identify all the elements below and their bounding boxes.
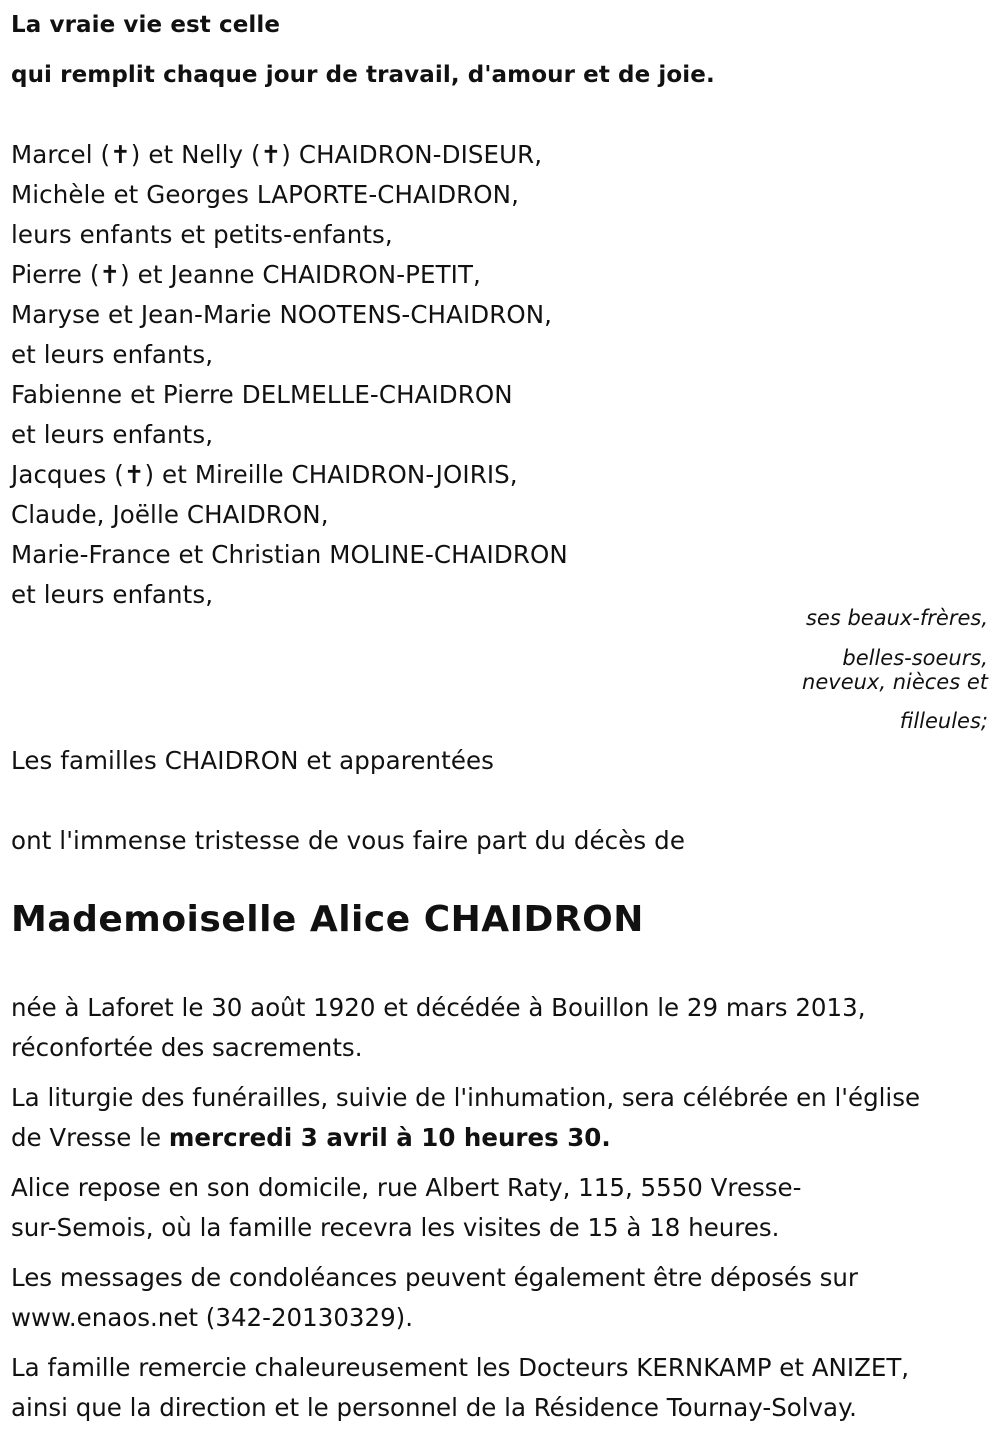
repose-paragraph bbox=[11, 1168, 996, 1248]
relatives-line: filleules; bbox=[899, 709, 988, 733]
relatives-line: ses beaux-frères, bbox=[805, 606, 988, 630]
family-line: Jacques (✝) et Mireille CHAIDRON-JOIRIS, bbox=[11, 460, 518, 489]
family-line: Claude, Joëlle CHAIDRON, bbox=[11, 500, 329, 529]
thanks-line: ainsi que la direction et le personnel de la Résidence Tournay-Solvay. bbox=[11, 1393, 857, 1422]
family-line: Marie-France et Christian MOLINE-CHAIDRON bbox=[11, 540, 568, 569]
thanks-line: La famille remercie chaleureusement les Docteurs KERNKAMP et ANIZET, bbox=[11, 1353, 910, 1382]
liturgy-date: mercredi 3 avril à 10 heures 30. bbox=[168, 1123, 611, 1152]
relatives-line: belles-soeurs, bbox=[842, 646, 988, 670]
liturgy-line bbox=[11, 1118, 996, 1158]
family-line: Maryse et Jean-Marie NOOTENS-CHAIDRON, bbox=[11, 300, 553, 329]
deceased-name: Mademoiselle Alice CHAIDRON bbox=[11, 899, 644, 940]
family-line: Pierre (✝) et Jeanne CHAIDRON-PETIT, bbox=[11, 260, 481, 289]
epigraph-line-1: La vraie vie est celle bbox=[11, 12, 281, 38]
relatives-line: neveux, nièces et bbox=[802, 670, 988, 694]
families-group: Les familles CHAIDRON et apparentées bbox=[11, 746, 495, 775]
liturgy-paragraph bbox=[11, 1078, 996, 1158]
family-line: Fabienne et Pierre DELMELLE-CHAIDRON bbox=[11, 380, 513, 409]
family-line: et leurs enfants, bbox=[11, 340, 214, 369]
announcement: ont l'immense tristesse de vous faire part du décès de bbox=[11, 826, 686, 855]
birth-death-line: née à Laforet le 30 août 1920 et décédée à Bouillon le 29 mars 2013, bbox=[11, 993, 866, 1022]
family-line: Michèle et Georges LAPORTE-CHAIDRON, bbox=[11, 180, 519, 209]
family-line: et leurs enfants, bbox=[11, 420, 214, 449]
family-line: et leurs enfants, bbox=[11, 580, 214, 609]
family-line: leurs enfants et petits-enfants, bbox=[11, 220, 393, 249]
family-line: Marcel (✝) et Nelly (✝) CHAIDRON-DISEUR, bbox=[11, 140, 543, 169]
thanks-paragraph bbox=[11, 1348, 996, 1428]
condolences-paragraph bbox=[11, 1258, 996, 1338]
repose-line: Alice repose en son domicile, rue Albert Raty, 115, 5550 Vresse- bbox=[11, 1173, 802, 1202]
repose-line: sur-Semois, où la famille recevra les visites de 15 à 18 heures. bbox=[11, 1213, 780, 1242]
epigraph-line-2: qui remplit chaque jour de travail, d'amour et de joie. bbox=[11, 62, 715, 88]
liturgy-date-prefix: de Vresse le bbox=[11, 1123, 169, 1152]
liturgy-line: La liturgie des funérailles, suivie de l'inhumation, sera célébrée en l'église bbox=[11, 1083, 921, 1112]
condolences-line: Les messages de condoléances peuvent également être déposés sur bbox=[11, 1263, 858, 1292]
condolences-line: www.enaos.net (342-20130329). bbox=[11, 1303, 414, 1332]
birth-death-line: réconfortée des sacrements. bbox=[11, 1033, 363, 1062]
birth-death-paragraph bbox=[11, 988, 996, 1068]
